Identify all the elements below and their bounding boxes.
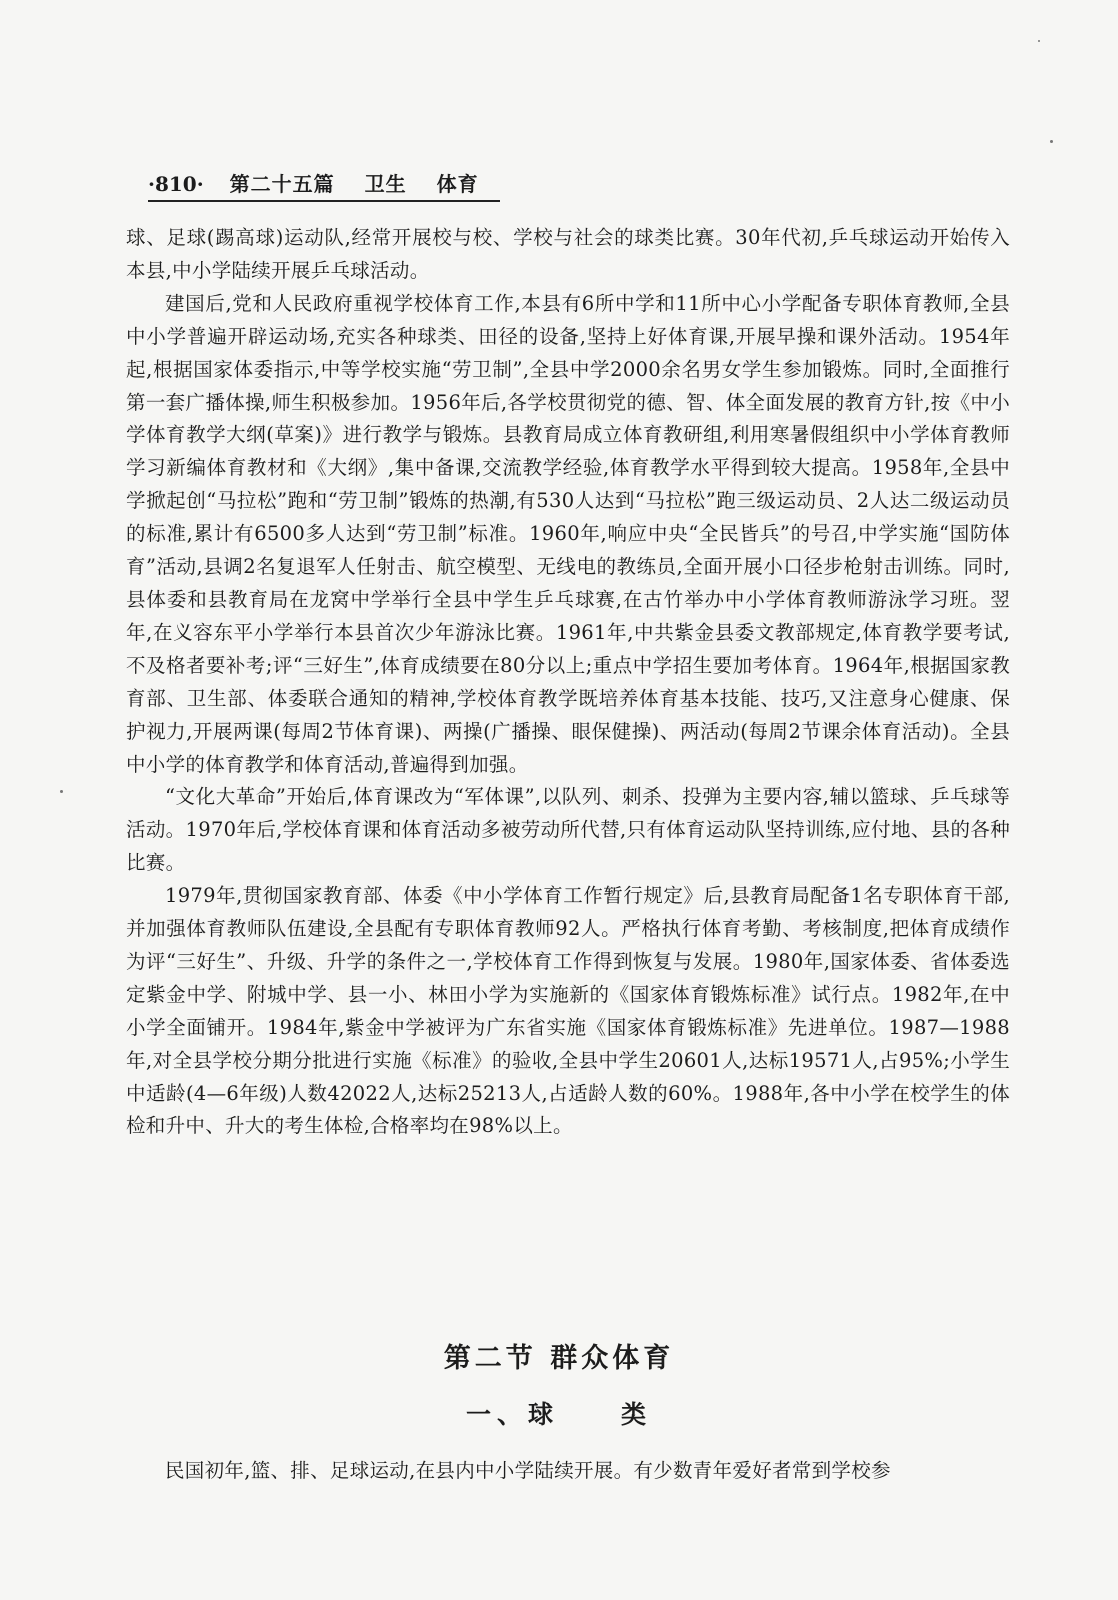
topic-sports: 体育 xyxy=(436,172,479,196)
paragraph-1979: 1979年,贯彻国家教育部、体委《中小学体育工作暂行规定》后,县教育局配备1名专职体育干部,并加强体育教师队伍建设,全县配有专职体育教师92人。严格执行体育考勤、考核制度,把体育成绩作为评“三好生”、升级、升学的条件之一,学校体育工作得到恢复与发展。1980年,国家体委、省体委选定紫金中学、附城中学、县一小、林田小学为实施新的《国家体育锻炼标准》试行点。1982年,在中小学全面铺开。1984年,紫金中学被评为广东省实施《国家体育锻炼标准》先进单位。1987—1988年,对全县学校分期分批进行实施《标准》的验收,全县中学生20601人,达标19571人,占95%;小学生中适龄(4—6年级)人数42022人,达标25213人,占适龄人数的60%。1988年,各中小学在校学生的体检和升中、升大的考生体检,合格率均在98%以上。 xyxy=(126,884,1010,1138)
running-header xyxy=(148,168,479,197)
section-title: 第二节 群众体育 xyxy=(443,1343,675,1374)
last-paragraph-block xyxy=(126,1455,1010,1488)
scan-speck xyxy=(1038,40,1040,42)
paragraph-ball-games: 民国初年,篮、排、足球运动,在县内中小学陆续开展。有少数青年爱好者常到学校参 xyxy=(165,1459,891,1482)
paragraph-post-1949: 建国后,党和人民政府重视学校体育工作,本县有6所中学和11所中心小学配备专职体育教师,全县中小学普遍开辟运动场,充实各种球类、田径的设备,坚持上好体育课,开展早操和课外活动。1954年起,根据国家体委指示,中等学校实施“劳卫制”,全县中学2000余名男女学生参加锻炼。同时,全面推行第一套广播体操,师生积极参加。1956年后,各学校贯彻党的德、智、体全面发展的教育方针,按《中小学体育教学大纲(草案)》进行教学与锻炼。县教育局成立体育教研组,利用寒暑假组织中小学体育教师学习新编体育教材和《大纲》,集中备课,交流教学经验,体育教学水平得到较大提高。1958年,全县中学掀起创“马拉松”跑和“劳卫制”锻炼的热潮,有530人达到“马拉松”跑三级运动员、2人达二级运动员的标准,累计有6500多人达到“劳卫制”标准。1960年,响应中央“全民皆兵”的号召,中学实施“国防体育”活动,县调2名复退军人任射击、航空模型、无线电的教练员,全面开展小口径步枪射击训练。同时,县体委和县教育局在龙窝中学举行全县中学生乒乓球赛,在古竹举办中小学体育教师游泳学习班。翌年,在义容东平小学举行本县首次少年游泳比赛。1961年,中共紫金县委文教部规定,体育教学要考试,不及格者要补考;评“三好生”,体育成绩要在80分以上;重点中学招生要加考体育。1964年,根据国家教育部、卫生部、体委联合通知的精神,学校体育教学既培养体育基本技能、技巧,又注意身心健康、保护视力,开展两课(每周2节体育课)、两操(广播操、眼保健操)、两活动(每周2节课余体育活动)。全县中小学的体育教学和体育活动,普遍得到加强。 xyxy=(126,291,1010,776)
subsection-title: 一、球 类 xyxy=(465,1400,652,1429)
body-text xyxy=(126,222,1010,1143)
topic-health: 卫生 xyxy=(364,172,407,196)
page-number: ·810· xyxy=(148,172,204,196)
header-rule xyxy=(148,200,500,202)
paragraph-continuation: 球、足球(踢高球)运动队,经常开展校与校、学校与社会的球类比赛。30年代初,乒乓球运动开始传入本县,中小学陆续开展乒乓球活动。 xyxy=(126,226,1010,282)
scan-speck xyxy=(60,790,63,793)
scan-speck xyxy=(1050,140,1053,143)
part-title: 第二十五篇 xyxy=(229,172,335,196)
paragraph-cultural-revolution: “文化大革命”开始后,体育课改为“军体课”,以队列、刺杀、投弹为主要内容,辅以篮球、乒乓球等活动。1970年后,学校体育课和体育活动多被劳动所代替,只有体育运动队坚持训练,应付地、县的各种比赛。 xyxy=(126,785,1010,875)
